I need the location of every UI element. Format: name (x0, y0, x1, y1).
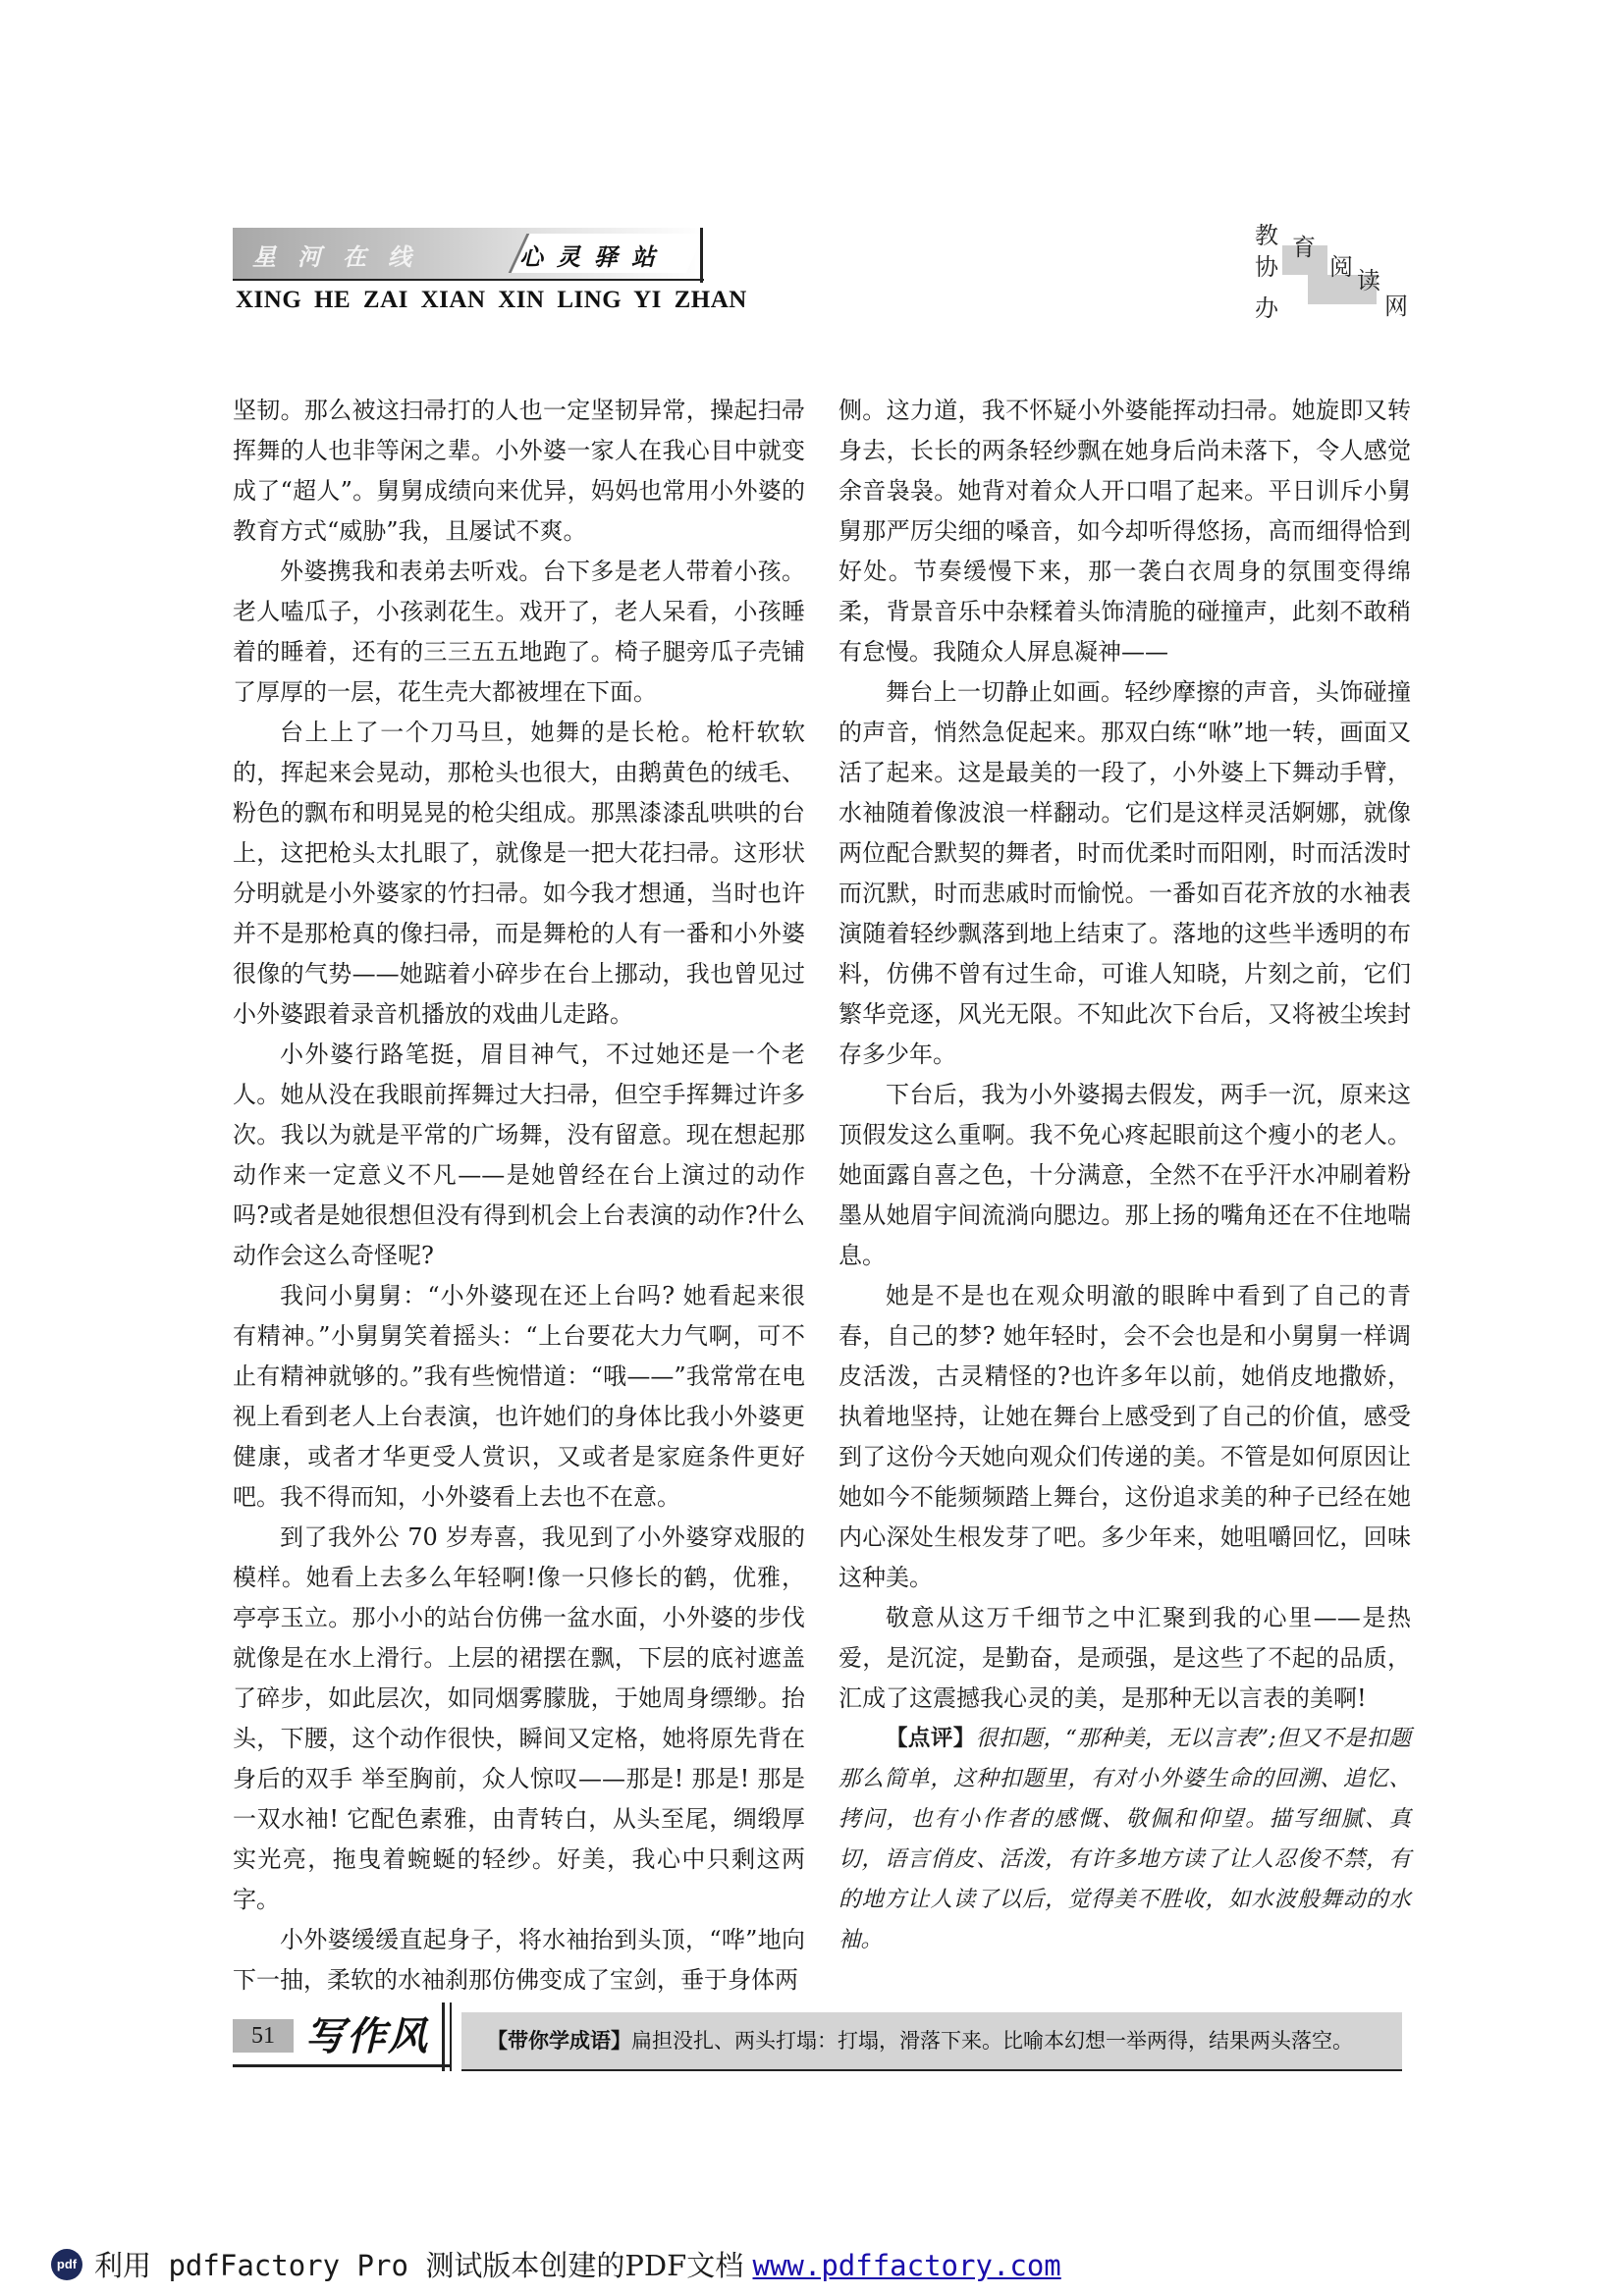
idiom-tag: 【带你学成语】 (487, 2028, 631, 2053)
paragraph: 坚韧。那么被这扫帚打的人也一定坚韧异常，操起扫帚挥舞的人也非等闲之辈。小外婆一家人在我心目中就变成了“超人”。舅舅成绩向来优异，妈妈也常用小外婆的教育方式“威胁”我，且屡试不爽。 (233, 397, 805, 545)
editor-comment (839, 1719, 1411, 1960)
header-vertical-rule (700, 228, 703, 283)
paragraph: 小外婆行路笔挺，眉目神气，不过她还是一个老人。她从没在我眼前挥舞过大扫帚，但空手挥舞过许多次。我以为就是平常的广场舞，没有留意。现在想起那动作来一定意义不凡——是她曾经在台上演过的动作吗?或者是她很想但没有得到机会上台表演的动作?什么动作会这么奇怪呢? (233, 1041, 805, 1269)
logo-char: 网 (1384, 293, 1408, 320)
logo-char: 育 (1292, 234, 1316, 261)
logo-char: 协 (1255, 253, 1278, 281)
paragraph: 我问小舅舅：“小外婆现在还上台吗? 她看起来很有精神。”小舅舅笑着摇头：“上台要花大力气啊，可不止有精神就够的。”我有些惋惜道：“哦——”我常常在电视上看到老人上台表演，也许她们的身体比我小外婆更健康，或者才华更受人赏识，又或者是家庭条件更好吧。我不得而知，小外婆看上去也不在意。 (233, 1282, 805, 1511)
header-horizontal-rule (233, 279, 704, 281)
page-number: 51 (233, 2019, 294, 2053)
publisher-logo (1247, 216, 1414, 322)
watermark-line (94, 2246, 1061, 2285)
watermark-suffix: 测试版本创建的PDF文档 (425, 2249, 744, 2282)
pdffactory-icon: pdf (51, 2249, 82, 2280)
logo-char: 教 (1255, 222, 1278, 249)
left-column (233, 391, 805, 2001)
footer-divider (450, 2002, 452, 2071)
paragraph: 她是不是也在观众明澈的眼眸中看到了自己的青春，自己的梦? 她年轻时，会不会也是和小舅舅一样调皮活泼，古灵精怪的?也许多年以前，她俏皮地撒娇，执着地坚持，让她在舞台上感受到了自己的价值，感受到了这份今天她向观众们传递的美。不管是如何原因让她如今不能频频踏上舞台，这份追求美的种子已经在她内心深处生根发芽了吧。多少年来，她咀嚼回忆，回味这种美。 (839, 1282, 1411, 1591)
logo-char: 读 (1357, 267, 1380, 294)
footer-bottom-rule (461, 2069, 1402, 2071)
header-band (233, 228, 704, 279)
paragraph: 到了我外公 70 岁寿喜，我见到了小外婆穿戏服的模样。她看上去多么年轻啊!像一只修长的鹤，优雅，亭亭玉立。那小小的站台仿佛一盆水面，小外婆的步伐就像是在水上滑行。上层的裙摆在飘，下层的底衬遮盖了碎步，如此层次，如同烟雾朦胧，于她周身缥缈。抬头，下腰，这个动作很快，瞬间又定格，她将原先背在身后的双手 举至胸前，众人惊叹——那是! 那是! 那是一双水袖! 它配色素雅，由青转白，从头至尾，绸缎厚实光亮，拖曳着蜿蜒的轻纱。好美，我心中只剩这两字。 (233, 1523, 805, 1913)
footer-divider (442, 2002, 445, 2071)
right-column (839, 391, 1411, 1960)
comment-text: 很扣题，“那种美，无以言表”;但又不是扣题那么简单，这种扣题里，有对小外婆生命的回溯、追忆、拷问，也有小作者的感慨、敬佩和仰望。描写细腻、真切，语言俏皮、活泼，有许多地方读了让人忍俊不禁，有的地方让人读了以后，觉得美不胜收，如水波般舞动的水袖。 (839, 1726, 1411, 1952)
comment-label: 【点评】 (886, 1726, 976, 1751)
logo-char: 办 (1255, 294, 1278, 322)
pdffactory-link[interactable]: www.pdffactory.com (752, 2249, 1061, 2282)
paragraph: 外婆携我和表弟去听戏。台下多是老人带着小孩。老人嗑瓜子，小孩剥花生。戏开了，老人呆看，小孩睡着的睡着，还有的三三五五地跑了。椅子腿旁瓜子壳铺了厚厚的一层，花生壳大都被埋在下面。 (233, 558, 805, 706)
section-title: 心灵驿站 (519, 242, 669, 271)
idiom-text: 扁担没扎、两头打塌：打塌，滑落下来。比喻本幻想一举两得，结果两头落空。 (631, 2029, 1353, 2053)
header-band-text: 星河在线 (252, 242, 433, 271)
logo-char: 阅 (1329, 253, 1353, 281)
header-pinyin: XING HE ZAI XIAN XIN LING YI ZHAN (236, 287, 747, 313)
magazine-brand: 写作风 (305, 2013, 429, 2059)
paragraph: 小外婆缓缓直起身子，将水袖抬到头顶，“哗”地向下一抽，柔软的水袖刹那仿佛变成了宝剑，垂于身体两 (233, 1926, 805, 1994)
paragraph: 台上上了一个刀马旦，她舞的是长枪。枪杆软软的，挥起来会晃动，那枪头也很大，由鹅黄色的绒毛、粉色的飘布和明晃晃的枪尖组成。那黑漆漆乱哄哄的台上，这把枪头太扎眼了，就像是一把大花扫帚。这形状分明就是小外婆家的竹扫帚。如今我才想通，当时也许并不是那枪真的像扫帚，而是舞枪的人有一番和小外婆很像的气势——她踮着小碎步在台上挪动，我也曾见过小外婆跟着录音机播放的戏曲儿走路。 (233, 719, 805, 1028)
footer-brand-block (233, 2005, 451, 2070)
footer-rule (233, 2064, 451, 2067)
idiom-bar (461, 2012, 1402, 2069)
paragraph: 舞台上一切静止如画。轻纱摩擦的声音，头饰碰撞的声音，悄然急促起来。那双白练“咻”地一转，画面又活了起来。这是最美的一段了，小外婆上下舞动手臂，水袖随着像波浪一样翻动。它们是这样灵活婀娜，就像两位配合默契的舞者，时而优柔时而阳刚，时而活泼时而沉默，时而悲戚时而愉悦。一番如百花齐放的水袖表演随着轻纱飘落到地上结束了。落地的这些半透明的布料，仿佛不曾有过生命，可谁人知晓，片刻之前，它们繁华竞逐，风光无限。不知此次下台后，又将被尘埃封存多少年。 (839, 678, 1411, 1068)
watermark-product: pdfFactory Pro (151, 2249, 426, 2282)
watermark-prefix: 利用 (94, 2249, 152, 2282)
paragraph: 侧。这力道，我不怀疑小外婆能挥动扫帚。她旋即又转身去，长长的两条轻纱飘在她身后尚未落下，令人感觉余音袅袅。她背对着众人开口唱了起来。平日训斥小舅舅那严厉尖细的嗓音，如今却听得悠扬，高而细得恰到好处。节奏缓慢下来，那一袭白衣周身的氛围变得绵柔，背景音乐中杂糅着头饰清脆的碰撞声，此刻不敢稍有怠慢。我随众人屏息凝神—— (839, 397, 1411, 666)
paragraph: 下台后，我为小外婆揭去假发，两手一沉，原来这顶假发这么重啊。我不免心疼起眼前这个瘦小的老人。她面露自喜之色，十分满意，全然不在乎汗水冲刷着粉墨从她眉宇间流淌向腮边。那上扬的嘴角还在不住地喘息。 (839, 1081, 1411, 1269)
paragraph: 敬意从这万千细节之中汇聚到我的心里——是热爱，是沉淀，是勤奋，是顽强，是这些了不起的品质，汇成了这震撼我心灵的美，是那种无以言表的美啊! (839, 1604, 1411, 1712)
